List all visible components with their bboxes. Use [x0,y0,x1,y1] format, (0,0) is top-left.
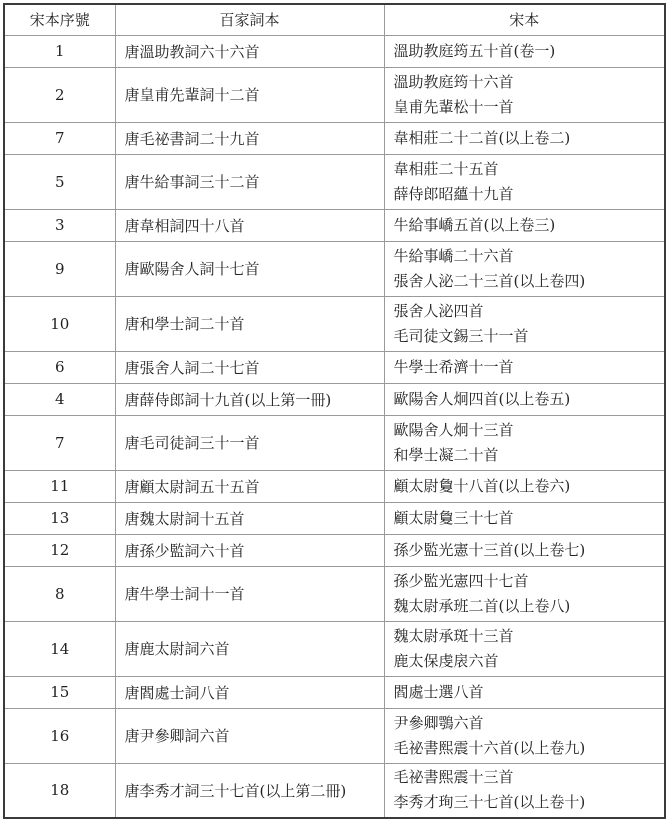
song-edition-line: 牛給事嶠五首(以上卷三) [393,215,556,234]
table-row [4,296,665,351]
song-edition-line: 李秀才珣三十七首(以上卷十) [393,793,586,812]
song-edition-line: 顧太尉敻三十七首 [393,508,514,527]
table-row [4,241,665,296]
baijia-edition-cell: 唐歐陽舍人詞十七首 [115,241,384,296]
table-row [4,35,665,67]
song-edition-cell [384,708,665,763]
song-edition-line: 顧太尉敻十八首(以上卷六) [393,476,571,495]
baijia-edition-cell: 唐尹參卿詞六首 [115,708,384,763]
song-edition-line: 歐陽舍人炯十三首 [393,420,514,439]
song-index-cell: 2 [4,67,115,122]
song-edition-line: 毛祕書熙震十三首 [393,768,514,787]
baijia-edition-cell: 唐張舍人詞二十七首 [115,351,384,383]
table-row [4,566,665,621]
song-edition-cell [384,502,665,534]
table-row [4,383,665,415]
song-edition-line: 薛侍郎昭蘊十九首 [393,184,514,203]
song-edition-line: 韋相莊二十五首 [393,159,499,178]
table-row [4,122,665,154]
table-row [4,676,665,708]
song-edition-line: 張舍人泌二十三首(以上卷四) [393,271,586,290]
song-edition-line: 張舍人泌四首 [393,301,484,320]
table-row [4,67,665,122]
song-edition-cell [384,35,665,67]
header-row [4,4,665,35]
song-index-cell: 4 [4,383,115,415]
baijia-edition-cell: 唐毛祕書詞二十九首 [115,122,384,154]
song-edition-cell [384,351,665,383]
song-edition-cell [384,621,665,676]
table-row [4,351,665,383]
song-index-cell: 11 [4,470,115,502]
table-row [4,470,665,502]
baijia-edition-cell: 唐魏太尉詞十五首 [115,502,384,534]
song-edition-line: 皇甫先輩松十一首 [393,97,514,116]
song-edition-line: 毛祕書熙震十六首(以上卷九) [393,738,586,757]
song-index-cell: 10 [4,296,115,351]
baijia-edition-cell: 唐皇甫先輩詞十二首 [115,67,384,122]
song-edition-cell [384,154,665,209]
song-index-cell: 8 [4,566,115,621]
song-index-cell: 13 [4,502,115,534]
song-edition-line: 和學士凝二十首 [393,445,499,464]
header-song-edition: 宋本 [384,4,665,35]
song-edition-line: 尹參卿鶚六首 [393,713,484,732]
song-edition-cell [384,67,665,122]
baijia-edition-cell: 唐韋相詞四十八首 [115,209,384,241]
song-edition-line: 孫少監光憲四十七首 [393,571,529,590]
song-index-cell: 6 [4,351,115,383]
song-edition-line: 魏太尉承班二首(以上卷八) [393,596,571,615]
baijia-edition-cell: 唐溫助教詞六十六首 [115,35,384,67]
header-baijia-edition: 百家詞本 [115,4,384,35]
song-edition-line: 孫少監光憲十三首(以上卷七) [393,540,586,559]
song-edition-cell [384,415,665,470]
song-edition-line: 牛給事嶠二十六首 [393,246,514,265]
song-edition-line: 毛司徒文錫三十一首 [393,326,529,345]
header-song-index: 宋本序號 [4,4,115,35]
song-index-cell: 7 [4,415,115,470]
song-index-cell: 18 [4,763,115,818]
song-edition-cell [384,534,665,566]
baijia-edition-cell: 唐孫少監詞六十首 [115,534,384,566]
song-index-cell: 5 [4,154,115,209]
baijia-edition-cell: 唐閻處士詞八首 [115,676,384,708]
song-index-cell: 12 [4,534,115,566]
song-index-cell: 16 [4,708,115,763]
song-index-cell: 9 [4,241,115,296]
collation-table [3,3,666,819]
song-index-cell: 1 [4,35,115,67]
song-index-cell: 3 [4,209,115,241]
song-edition-line: 溫助教庭筠十六首 [393,72,514,91]
song-edition-cell [384,383,665,415]
baijia-edition-cell: 唐李秀才詞三十七首(以上第二冊) [115,763,384,818]
song-index-cell: 7 [4,122,115,154]
table-row [4,154,665,209]
table-row [4,621,665,676]
baijia-edition-cell: 唐顧太尉詞五十五首 [115,470,384,502]
song-edition-cell [384,566,665,621]
table-row [4,708,665,763]
song-edition-cell [384,209,665,241]
song-edition-line: 歐陽舍人炯四首(以上卷五) [393,389,571,408]
song-edition-cell [384,241,665,296]
table-row [4,415,665,470]
table-row [4,534,665,566]
song-index-cell: 15 [4,676,115,708]
song-edition-cell [384,296,665,351]
table-header [4,4,665,35]
song-edition-cell [384,676,665,708]
song-edition-line: 閻處士選八首 [393,682,484,701]
baijia-edition-cell: 唐鹿太尉詞六首 [115,621,384,676]
table-body [4,35,665,818]
song-edition-line: 韋相莊二十二首(以上卷二) [393,128,571,147]
song-edition-line: 魏太尉承斑十三首 [393,626,514,645]
baijia-edition-cell: 唐薛侍郎詞十九首(以上第一冊) [115,383,384,415]
song-edition-line: 溫助教庭筠五十首(卷一) [393,41,556,60]
baijia-edition-cell: 唐牛給事詞三十二首 [115,154,384,209]
song-index-cell: 14 [4,621,115,676]
table-row [4,209,665,241]
song-edition-cell [384,763,665,818]
song-edition-cell [384,470,665,502]
table-row [4,502,665,534]
song-edition-cell [384,122,665,154]
baijia-edition-cell: 唐毛司徒詞三十一首 [115,415,384,470]
song-edition-line: 鹿太保虔扆六首 [393,651,499,670]
song-edition-line: 牛學士希濟十一首 [393,357,514,376]
table-row [4,763,665,818]
baijia-edition-cell: 唐牛學士詞十一首 [115,566,384,621]
baijia-edition-cell: 唐和學士詞二十首 [115,296,384,351]
